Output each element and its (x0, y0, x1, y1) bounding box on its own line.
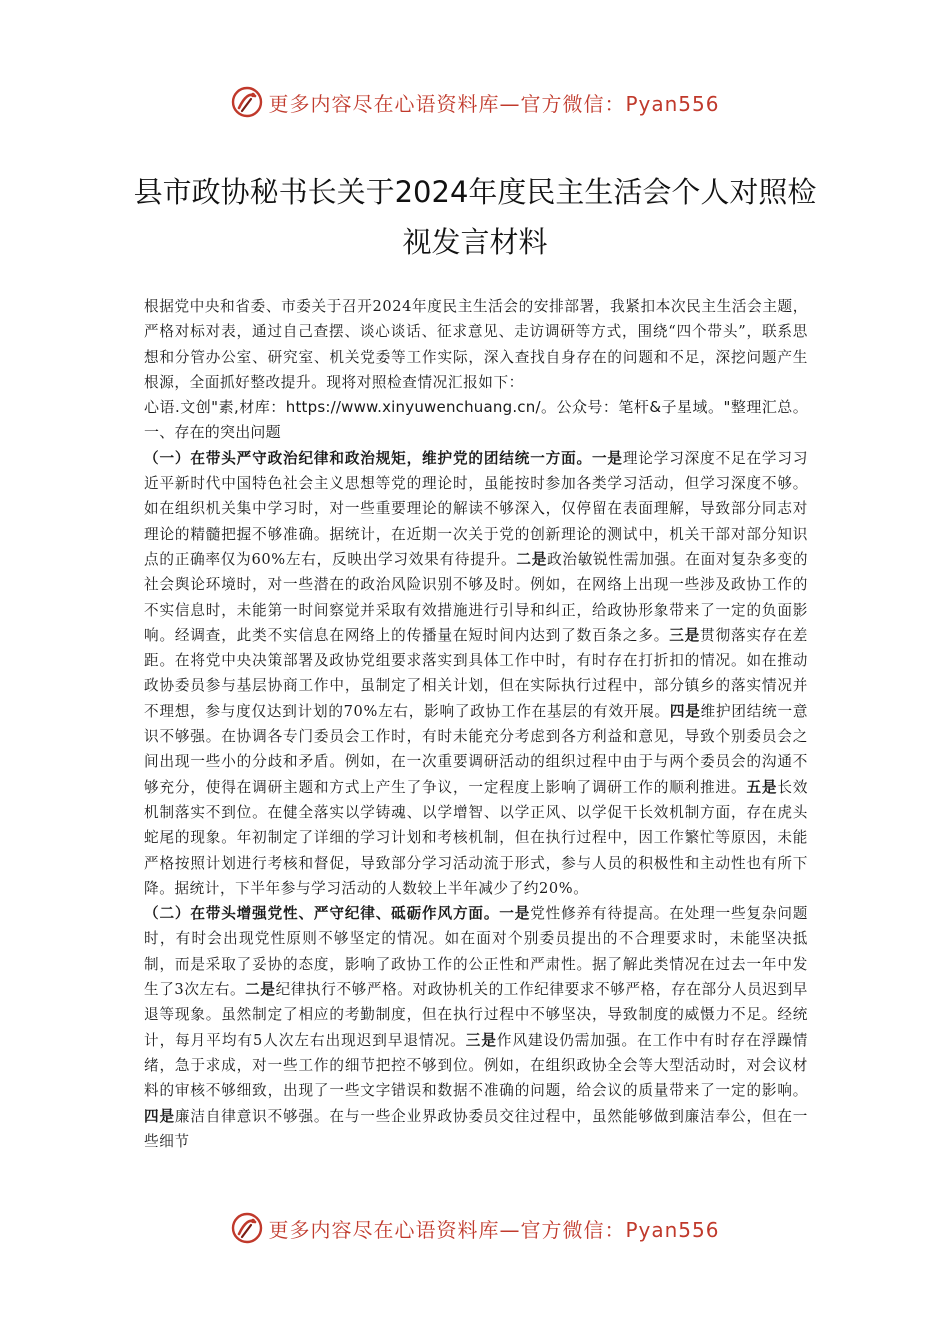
s1-lead-1: 一是 (591, 449, 623, 467)
s1-text-4: 维护团结统一意识不够强。在协调各专门委员会工作时，有时未能充分考虑到各方利益和意见，导致个别委员会之间出现一些小的分歧和矛盾。例如，在一次重要调研活动的组织过程中由于与两个委员会的沟通不够充分，使得在调研主题和方式上产生了争议，一定程度上影响了调研工作的顺利推进。 (144, 702, 809, 796)
source-line (144, 395, 808, 446)
brand-logo-icon (230, 85, 264, 119)
s1-text-2: 政治敏锐性需加强。在面对复杂多变的社会舆论环境时，对一些潜在的政治风险识别不够及时。例如，在网络上出现一些涉及政协工作的不实信息时，未能第一时间察觉并采取有效措施进行引导和纠正，给政协形象带来了一定的负面影响。经调查，此类不实信息在网络上的传播量在短时间内达到了数百条之多。 (144, 550, 809, 644)
header-banner-text: 更多内容尽在心语资料库—官方微信：Pyan556 (268, 91, 720, 116)
section-2-heading: （二）在带头增强党性、严守纪律、砥砺作风方面。 (144, 905, 500, 923)
s2-lead-2: 二是 (245, 981, 276, 999)
footer-banner-text: 更多内容尽在心语资料库—官方微信：Pyan556 (268, 1217, 720, 1242)
s1-lead-3: 三是 (669, 626, 701, 644)
section-1-paragraph (144, 446, 808, 901)
s2-text-2: 纪律执行不够严格。对政协机关的工作纪律要求不够严格，存在部分人员迟到早退等现象。虽然制定了相应的考勤制度，但在执行过程中不够坚决，导致制度的威慑力不足。经统计，每月平均有5人次左右出现迟到早退情况。 (144, 981, 808, 1049)
s2-lead-4: 四是 (144, 1107, 175, 1125)
document-title: 县市政协秘书长关于2024年度民主生活会个人对照检视发言材料 (133, 175, 817, 260)
s2-lead-1: 一是 (499, 905, 531, 923)
source-text: 心语.文创"素,材库：https://www.xinyuwenchuang.cn/。公众号：笔杆&子星域。"整理汇总。一、存在的突出问题 (144, 398, 808, 442)
s1-lead-5: 五是 (746, 778, 778, 796)
s2-lead-3: 三是 (465, 1031, 497, 1049)
s1-lead-4: 四是 (669, 702, 701, 720)
s2-text-4: 廉洁自律意识不够强。在与一些企业界政协委员交往过程中，虽然能够做到廉洁奉公，但在一些细节 (144, 1107, 809, 1150)
s1-text-5: 长效机制落实不到位。在健全落实以学铸魂、以学增智、以学正风、以学促干长效机制方面，存在虎头蛇尾的现象。年初制定了详细的学习计划和考核机制，但在执行过程中，因工作繁忙等原因，未能严格按照计划进行考核和督促，导致部分学习活动流于形式，参与人员的积极性和主动性也有所下降。据统计，下半年参与学习活动的人数较上半年减少了约20%。 (144, 778, 809, 897)
s1-text-1: 理论学习深度不足在学习习近平新时代中国特色社会主义思想等党的理论时，虽能按时参加各类学习活动，但学习深度不够。如在组织机关集中学习时，对一些重要理论的解读不够深入，仅停留在表面理解，导致部分同志对理论的精髓把握不够准确。据统计，在近期一次关于党的创新理论的测试中，机关干部对部分知识点的正确率仅为60%左右，反映出学习效果有待提升。 (144, 449, 809, 568)
s2-text-1: 党性修养有待提高。在处理一些复杂问题时，有时会出现党性原则不够坚定的情况。如在面对个别委员提出的不合理要求时，未能坚决抵制，而是采取了妥协的态度，影响了政协工作的公正性和严肃性。据了解此类情况在过去一年中发生了3次左右。 (144, 905, 808, 999)
s1-lead-2: 二是 (516, 550, 548, 568)
s1-text-3: 贯彻落实存在差距。在将党中央决策部署及政协党组要求落实到具体工作中时，有时存在打折扣的情况。如在推动政协委员参与基层协商工作中，虽制定了相关计划，但在实际执行过程中，部分镇乡的落实情况并不理想，参与度仅达到计划的70%左右，影响了政协工作在基层的有效开展。 (144, 626, 809, 720)
intro-paragraph: 根据党中央和省委、市委关于召开2024年度民主生活会的安排部署，我紧扣本次民主生活会主题，严格对标对表，通过自己查摆、谈心谈话、征求意见、走访调研等方式，围绕“四个带头”，联系思想和分管办公室、研究室、机关党委等工作实际，深入查找自身存在的问题和不足，深挖问题产生根源，全面抓好整改提升。现将对照检查情况汇报如下： (144, 298, 808, 391)
section-2-paragraph (144, 901, 808, 1154)
header-banner (0, 82, 950, 122)
section-1-heading: （一）在带头严守政治纪律和政治规矩，维护党的团结统一方面。 (144, 449, 592, 467)
document-body (144, 294, 808, 1154)
footer-banner (0, 1208, 950, 1248)
s2-text-3: 作风建设仍需加强。在工作中有时存在浮躁情绪，急于求成，对一些工作的细节把控不够到位。例如，在组织政协全会等大型活动时，对会议材料的审核不够细致，出现了一些文字错误和数据不准确的问题，给会议的质量带来了一定的影响。 (144, 1031, 809, 1100)
brand-logo-icon (230, 1211, 264, 1245)
